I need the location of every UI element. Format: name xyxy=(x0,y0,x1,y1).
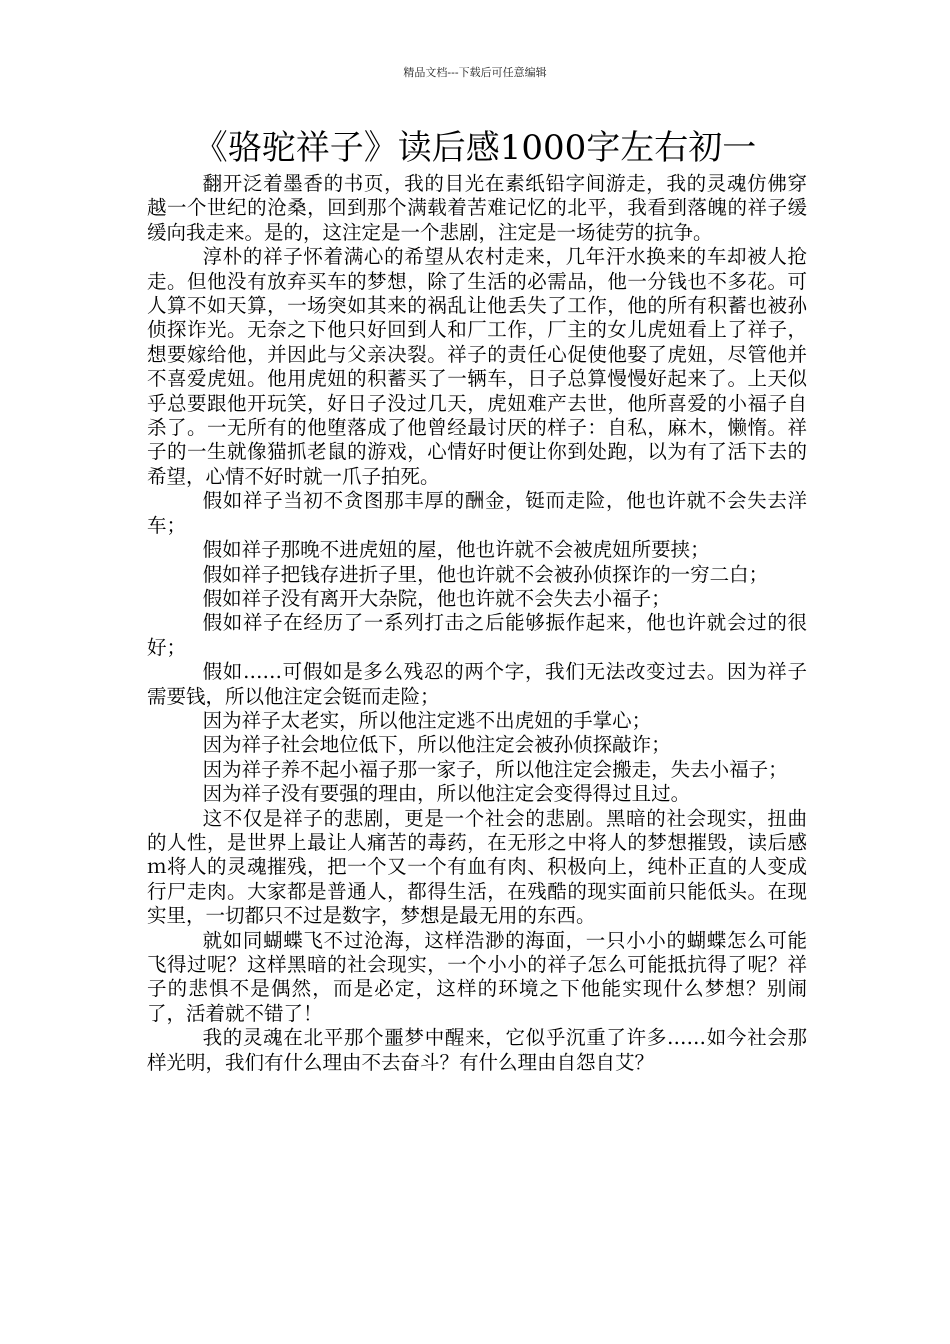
paragraph-6: 假如祥子没有离开大杂院，他也许就不会失去小福子； xyxy=(202,586,671,610)
paragraph-5: 假如祥子把钱存进折子里，他也许就不会被孙侦探诈的一穷二白； xyxy=(202,562,769,586)
paragraph-8: 假如……可假如是多么残忍的两个字，我们无法改变过去。因为祥子需要钱，所以他注定会铤而走险； xyxy=(147,660,807,708)
paragraph-12: 因为祥子没有要强的理由，所以他注定会变得得过且过。 xyxy=(202,782,691,806)
paragraph-14: 就如同蝴蝶飞不过沧海，这样浩渺的海面，一只小小的蝴蝶怎么可能飞得过呢？这样黑暗的社会现实，一个小小的祥子怎么可能抵抗得了呢？祥子的悲惧不是偶然，而是必定，这样的环境之下他能实现什么梦想？别闹了，活着就不错了！ xyxy=(147,928,807,1025)
paragraph-4: 假如祥子那晚不进虎妞的屋，他也许就不会被虎妞所要挟； xyxy=(202,538,710,562)
page-header: 精品文档---下载后可任意编辑 xyxy=(403,66,547,79)
paragraph-9: 因为祥子太老实，所以他注定逃不出虎妞的手掌心； xyxy=(202,708,652,732)
paragraph-7: 假如祥子在经历了一系列打击之后能够振作起来，他也许就会过的很好； xyxy=(147,611,807,659)
article-body xyxy=(147,172,807,1075)
page-title: 《骆驼祥子》读后感1000字左右初一 xyxy=(193,128,757,168)
paragraph-15: 我的灵魂在北平那个噩梦中醒来，它似乎沉重了许多……如今社会那样光明，我们有什么理由不去奋斗？有什么理由自怨自艾？ xyxy=(147,1026,807,1074)
paragraph-3: 假如祥子当初不贪图那丰厚的酬金，铤而走险，他也许就不会失去洋车； xyxy=(147,489,807,537)
paragraph-13: 这不仅是祥子的悲剧，更是一个社会的悲剧。黑暗的社会现实，扭曲的人性，是世界上最让人痛苦的毒药，在无形之中将人的梦想摧毁，读后感ｍ将人的灵魂摧残，把一个又一个有血有肉、积极向上，纯朴正直的人变成行尸走肉。大家都是普通人，都得生活，在残酷的现实面前只能低头。在现实里，一切都只不过是数字，梦想是最无用的东西。 xyxy=(147,806,807,928)
paragraph-1: 翻开泛着墨香的书页，我的目光在素纸铅字间游走，我的灵魂仿佛穿越一个世纪的沧桑，回到那个满载着苦难记忆的北平，我看到落魄的祥子缓缓向我走来。是的，这注定是一个悲剧，注定是一场徒劳的抗争。 xyxy=(147,172,807,244)
paragraph-11: 因为祥子养不起小福子那一家子，所以他注定会搬走，失去小福子； xyxy=(202,757,788,781)
paragraph-2: 淳朴的祥子怀着满心的希望从农村走来，几年汗水换来的车却被人抢走。但他没有放弃买车的梦想，除了生活的必需品，他一分钱也不多花。可人算不如天算，一场突如其来的祸乱让他丢失了工作，他的所有积蓄也被孙侦探诈光。无奈之下他只好回到人和厂工作，厂主的女儿虎妞看上了祥子，想要嫁给他，并因此与父亲决裂。祥子的责任心促使他娶了虎妞，尽管他并不喜爱虎妞。他用虎妞的积蓄买了一辆车，日子总算慢慢好起来了。上天似乎总要跟他开玩笑，好日子没过几天，虎妞难产去世，他所喜爱的小福子自杀了。一无所有的他堕落成了他曾经最讨厌的样子：自私，麻木，懒惰。祥子的一生就像猫抓老鼠的游戏，心情好时便让你到处跑，以为有了活下去的希望，心情不好时就一爪子拍死。 xyxy=(147,245,807,488)
paragraph-10: 因为祥子社会地位低下，所以他注定会被孙侦探敲诈； xyxy=(202,733,671,757)
